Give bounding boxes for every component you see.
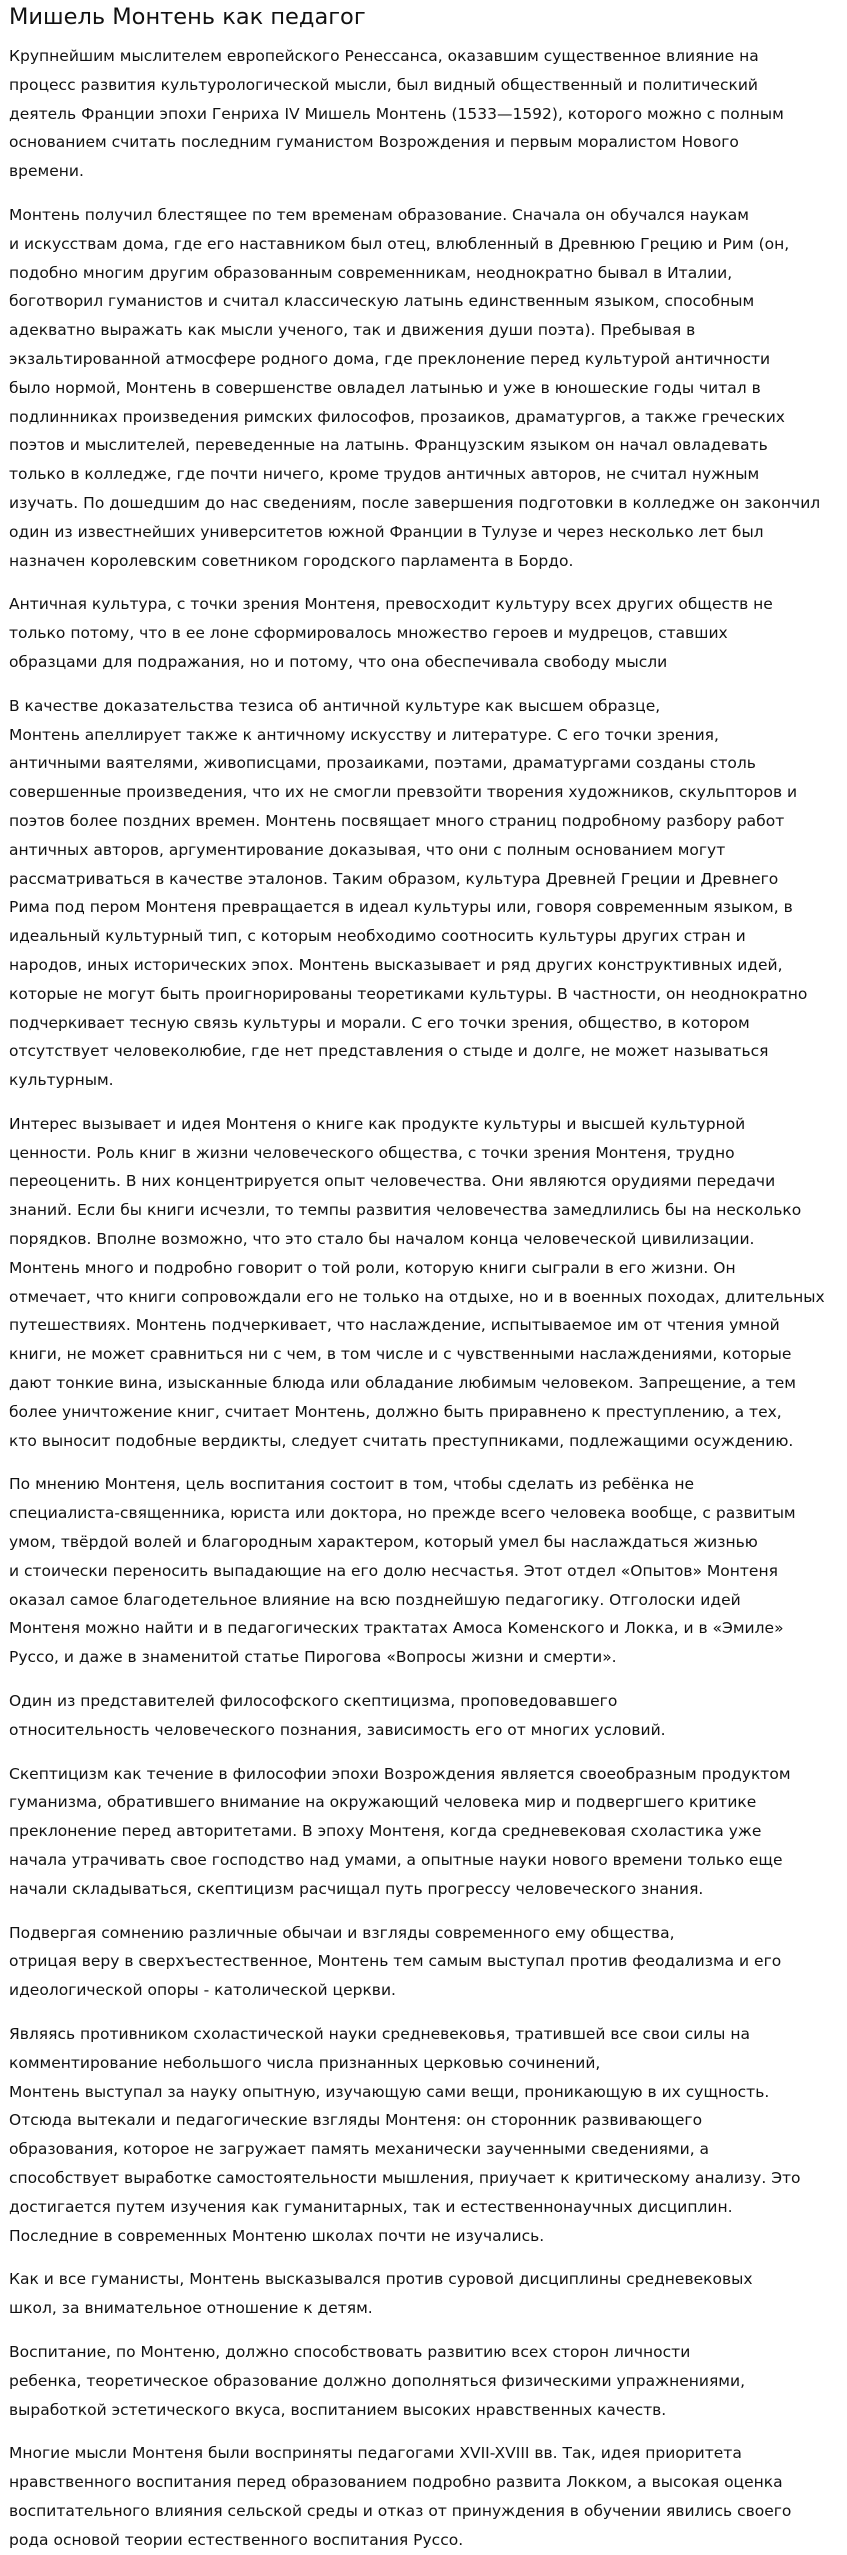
paragraph-scholasticism: Являясь противником схоластической науки средневековья, тратившей все свои силы на комментирование небольшого числа признанных церковью сочинений, Монтень выступал за науку опытную, изучающую сами вещи, проникающую в их сущность. Отсюда вытекали и педагогические взгляды Монтеня: он сторонник развивающего образования, которое не загружает память механически заученными сведениями, а способствует выработке самостоятельности мышления, приучает к критическому анализу. Это достигается путем изучения как гуманитарных, так и естественнонаучных дисциплин. Последние в современных Монтеню школах почти не изучались. bbox=[9, 2025, 801, 2245]
page-title: Мишель Монтень как педагог bbox=[9, 4, 366, 30]
paragraph-antique-culture: Античная культура, с точки зрения Монтеня, превосходит культуру всех других обществ не только потому, что в ее лоне сформировалось множество героев и мудрецов, ставших образцами для подражания, но и потому, что она обеспечивала свободу мысли bbox=[9, 595, 773, 671]
paragraph-education: Монтень получил блестящее по тем временам образование. Сначала он обучался наукам и искусствам дома, где его наставником был отец, влюбленный в Древнюю Грецию и Рим (он, подобно многим другим образованным современникам, неоднократно бывал в Италии, боготворил гуманистов и считал классическую латынь единственным языком, способным адекватно выражать как мысли ученого, так и движения души поэта). Пребывая в экзальтированной атмосфере родного дома, где преклонение перед культурой античности было нормой, Монтень в совершенстве овладел латынью и уже в юношеские годы читал в подлинниках произведения римских философов, прозаиков, драматургов, а также греческих поэтов и мыслителей, переведенные на латынь. Французским языком он начал овладевать только в колледже, где почти ничего, кроме трудов античных авторов, не считал нужным изучать. По дошедшим до нас сведениям, после завершения подготовки в колледже он закончил один из известнейших университетов южной Франции в Тулузе и через несколько лет был назначен королевским советником городского парламента в Бордо. bbox=[9, 205, 821, 570]
paragraph-upbringing-goal: По мнению Монтеня, цель воспитания состоит в том, чтобы сделать из ребёнка не специалиста-священника, юриста или доктора, но прежде всего человека вообще, с развитым умом, твёрдой волей и благородным характером, который умел бы наслаждаться жизнью и стоически переносить выпадающие на его долю несчастья. Этот отдел «Опытов» Монтеня оказал самое благодетельное влияние на всю позднейшую педагогику. Отголоски идей Монтеня можно найти и в педагогических трактатах Амоса Коменского и Локка, и в «Эмиле» Руссо, и даже в знаменитой статье Пирогова «Вопросы жизни и смерти». bbox=[9, 1475, 796, 1667]
paragraph-antique-art: В качестве доказательства тезиса об античной культуре как высшем образце, Монтень апеллирует также к античному искусству и литературе. С его точки зрения, античными ваятелями, живописцами, прозаиками, поэтами, драматургами созданы столь совершенные произведения, что их не смогли превзойти творения художников, скульпторов и поэтов более поздних времен. Монтень посвящает много страниц подробному разбору работ античных авторов, аргументирование доказывая, что они с полным основанием могут рассматриваться в качестве эталонов. Таким образом, культура Древней Греции и Древнего Рима под пером Монтеня превращается в идеал культуры или, говоря современным языком, в идеальный культурный тип, с которым необходимо соотносить культуры других стран и народов, иных исторических эпох. Монтень высказывает и ряд других конструктивных идей, которые не могут быть проигнорированы теоретиками культуры. В частности, он неоднократно подчеркивает тесную связь культуры и морали. С его точки зрения, общество, в котором отсутствует человеколюбие, где нет представления о стыде и долге, не может называться культурным. bbox=[9, 696, 808, 1090]
paragraph-legacy: Многие мысли Монтеня были восприняты педагогами XVII-XVIII вв. Так, идея приоритета нравственного воспитания перед образованием подробно развита Локком, а высокая оценка воспитательного влияния сельской среды и отказ от принуждения в обучении явились своего рода основой теории естественного воспитания Руссо. bbox=[9, 2444, 792, 2549]
paragraph-development: Воспитание, по Монтеню, должно способствовать развитию всех сторон личности ребенка, теоретическое образование должно дополняться физическими упражнениями, выработкой эстетического вкуса, воспитанием высоких нравственных качеств. bbox=[9, 2342, 746, 2419]
paragraph-intro: Крупнейшим мыслителем европейского Ренессанса, оказавшим существенное влияние на процесс развития культурологической мысли, был видный общественный и политический деятель Франции эпохи Генриха IV Мишель Монтень (1533—1592), которого можно с полным основанием считать последним гуманистом Возрождения и первым моралистом Нового времени. bbox=[9, 47, 784, 181]
paragraph-skepticism-representative: Один из представителей философского скептицизма, проповедовавшего относительность человеческого познания, зависимость его от многих условий. bbox=[9, 1692, 666, 1739]
paragraph-doubt: Подвергая сомнению различные обычаи и взгляды современного ему общества, отрицая веру в сверхъестественное, Монтень тем самым выступал против феодализма и его идеологической опоры - католической церкви. bbox=[9, 1923, 782, 2000]
paragraph-discipline: Как и все гуманисты, Монтень высказывался против суровой дисциплины средневековых школ, за внимательное отношение к детям. bbox=[9, 2270, 753, 2318]
paragraph-skepticism: Скептицизм как течение в философии эпохи Возрождения является своеобразным продуктом гуманизма, обратившего внимание на окружающий человека мир и подвергшего критике преклонение перед авторитетами. В эпоху Монтеня, когда средневековая схоластика уже начала утрачивать свое господство над умами, а опытные науки нового времени только еще начали складываться, скептицизм расчищал путь прогрессу человеческого знания. bbox=[9, 1764, 791, 1898]
paragraph-books: Интерес вызывает и идея Монтеня о книге как продукте культуры и высшей культурной ценности. Роль книг в жизни человеческого общества, с точки зрения Монтеня, трудно переоценить. В них концентрируется опыт человечества. Они являются орудиями передачи знаний. Если бы книги исчезли, то темпы развития человечества замедлились бы на несколько порядков. Вполне возможно, что это стало бы началом конца человеческой цивилизации. Монтень много и подробно говорит о той роли, которую книги сыграли в его жизни. Он отмечает, что книги сопровождали его не только на отдыхе, но и в военных походах, длительных путешествиях. Монтень подчеркивает, что наслаждение, испытываемое им от чтения умной книги, не может сравниться ни с чем, в том числе и с чувственными наслаждениями, которые дают тонкие вина, изысканные блюда или обладание любимым человеком. Запрещение, а тем более уничтожение книг, считает Монтень, должно быть приравнено к преступлению, а тех, кто выносит подобные вердикты, следует считать преступниками, подлежащими осуждению. bbox=[9, 1114, 825, 1450]
